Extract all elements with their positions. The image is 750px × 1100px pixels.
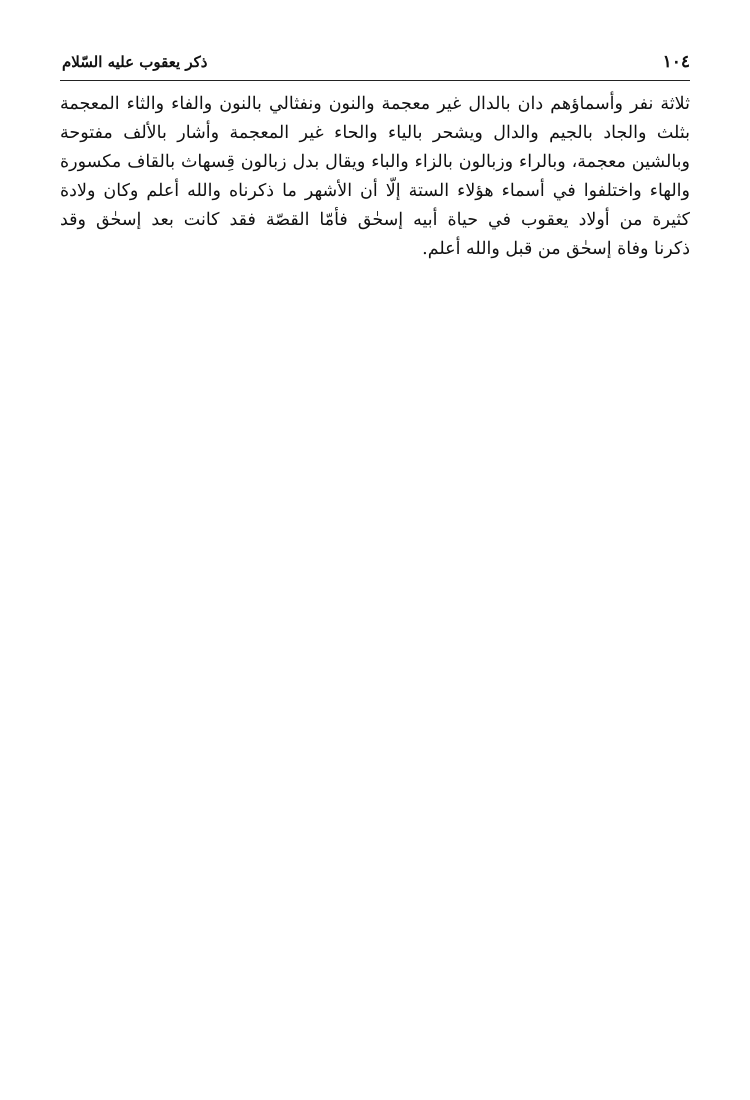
page-number: ١٠٤ bbox=[662, 52, 690, 72]
text-line: وبالشين معجمة، وبالراء وزبالون بالزاء والباء ويقال بدل زبالون قِسهاث بالقاف مكسورة bbox=[60, 152, 690, 172]
text-line: ثلاثة نفر وأسماؤهم دان بالدال غير معجمة والنون ونفثالي بالنون والفاء والثاء المعجمة bbox=[60, 94, 690, 114]
text-line: والهاء واختلفوا في أسماء هؤلاء الستة إلّا أن الأشهر ما ذكرناه والله أعلم وكان ولادة bbox=[60, 181, 690, 201]
header-rule bbox=[60, 80, 690, 81]
text-line: ذكرنا وفاة إسحٰق من قبل والله أعلم. bbox=[422, 239, 690, 259]
text-line: كثيرة من أولاد يعقوب في حياة أبيه إسحٰق فأمّا القصّة فقد كانت بعد إسحٰق وقد bbox=[60, 210, 690, 230]
running-title: ذكر يعقوب عليه السّلام bbox=[62, 53, 208, 71]
text-line: بثلث والجاد بالجيم والدال ويشحر بالياء والحاء غير المعجمة وأشار بالألف مفتوحة bbox=[60, 123, 690, 143]
page-header bbox=[62, 48, 690, 76]
body-paragraph bbox=[60, 90, 690, 264]
